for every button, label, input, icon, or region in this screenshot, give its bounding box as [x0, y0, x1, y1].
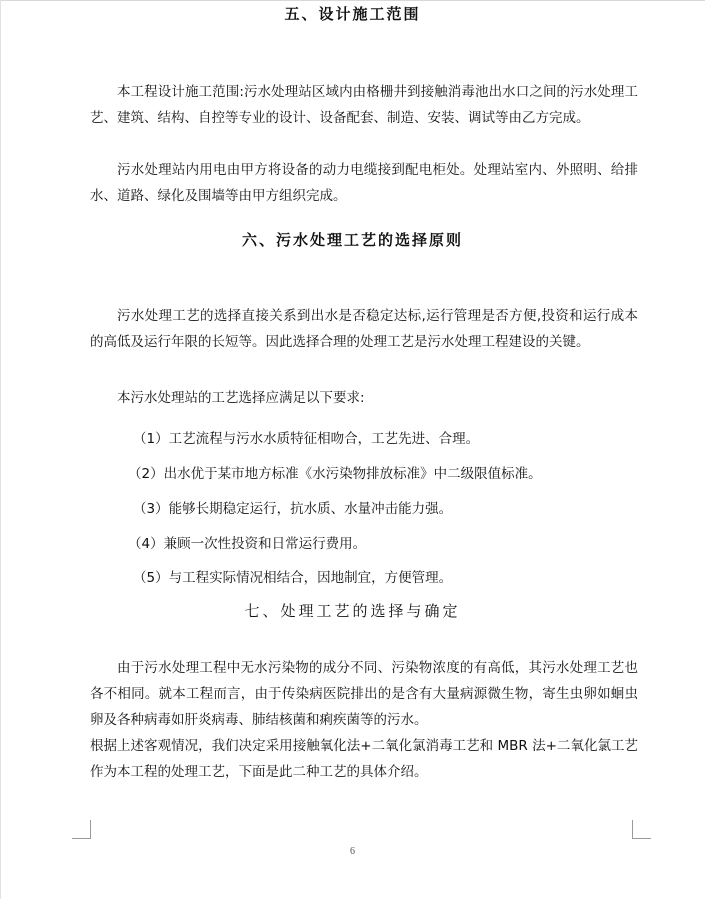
section-7-paragraph-1: 由于污水处理工程中无水污染物的成分不同、污染物浓度的有高低，其污水处理工艺也各不相同。就本工程而言，由于传染病医院排出的是含有大量病源微生物，寄生虫卵如蛔虫卵及各种病毒如肝炎病毒、肺结核菌和痢疾菌等的污水。 [90, 660, 638, 728]
section-7-heading: 七、处理工艺的选择与确定 [244, 602, 461, 620]
footer-corner-mark-left [72, 820, 91, 839]
section-5-paragraph-1: 本工程设计施工范围:污水处理站区域内由格栅井到接触消毒池出水口之间的污水处理工艺、建筑、结构、自控等专业的设计、设备配套、制造、安装、调试等由乙方完成。 [90, 84, 638, 126]
section-6-paragraph-2: 本污水处理站的工艺选择应满足以下要求: [117, 390, 365, 406]
requirement-item-2: （2）出水优于某市地方标准《水污染物排放标准》中二级限值标准。 [128, 466, 542, 482]
requirement-item-4: （4）兼顾一次性投资和日常运行费用。 [128, 536, 367, 552]
page-top-edge [0, 0, 705, 1]
section-6-paragraph-1: 污水处理工艺的选择直接关系到出水是否稳定达标,运行管理是否方便,投资和运行成本的高低及运行年限的长短等。因此选择合理的处理工艺是污水处理工程建设的关键。 [90, 308, 638, 350]
requirement-item-5: （5）与工程实际情况相结合，因地制宜，方便管理。 [133, 570, 453, 586]
section-7-paragraph-2: 根据上述客观情况，我们决定采用接触氧化法+二氧化氯消毒工艺和 MBR 法+二氧化氯工艺作为本工程的处理工艺，下面是此二种工艺的具体介绍。 [90, 738, 638, 780]
requirement-item-3: （3）能够长期稳定运行，抗水质、水量冲击能力强。 [133, 501, 453, 517]
page-left-edge [0, 0, 1, 899]
section-6-heading: 六、污水处理工艺的选择原则 [241, 231, 463, 249]
footer-corner-mark-right [632, 820, 651, 839]
requirement-item-1: （1）工艺流程与污水水质特征相吻合，工艺先进、合理。 [133, 431, 480, 447]
section-5-paragraph-2: 污水处理站内用电由甲方将设备的动力电缆接到配电柜处。处理站室内、外照明、给排水、道路、绿化及围墙等由甲方组织完成。 [90, 162, 638, 204]
page-number: 6 [350, 846, 355, 857]
section-5-heading: 五、设计施工范围 [284, 5, 421, 23]
